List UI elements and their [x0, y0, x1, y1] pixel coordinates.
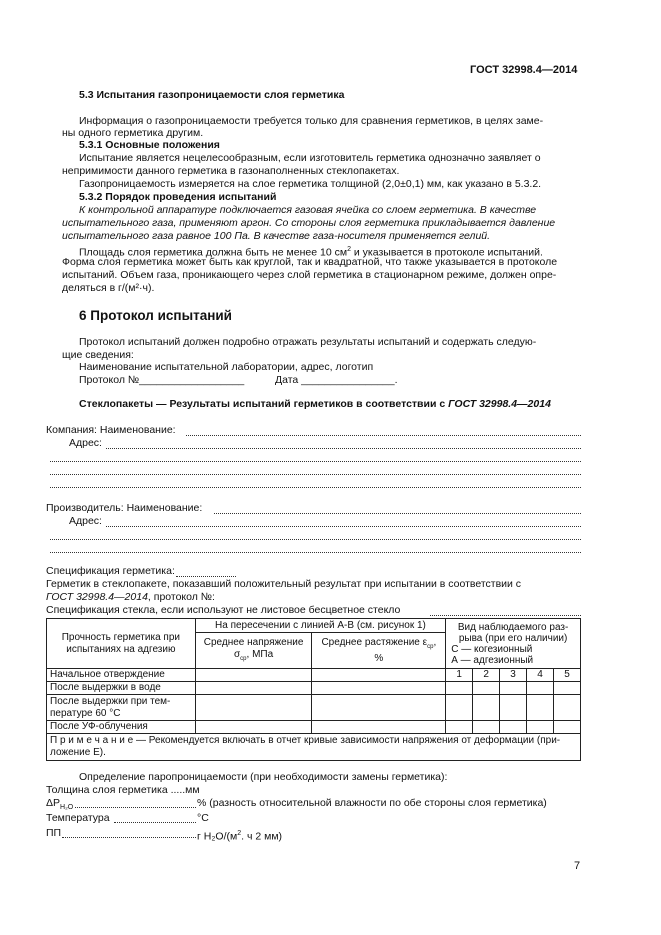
company-label: Компания: Наименование:	[46, 424, 176, 436]
dotted-line	[50, 551, 581, 553]
dotted-line	[106, 525, 581, 527]
col-number: 2	[473, 669, 500, 682]
protocol-field: Протокол №__________________	[79, 374, 245, 386]
form-title: Стеклопакеты — Результаты испытаний герметиков в соответствии с ГОСТ 32998.4—2014	[79, 398, 551, 410]
table-note: П р и м е ч а н и е — Рекомендуется включать в отчет кривые зависимости напряжения от деформации (при- ложение Е).	[47, 734, 581, 761]
section-5-3-2-title: 5.3.2 Порядок проведения испытаний	[79, 191, 277, 203]
header-stress: Среднее напряжение $\sigma_{ср}$, МПа	[195, 633, 312, 669]
row-label: После выдержки при тем- пературе 60 °С	[47, 695, 196, 721]
pp-label: ПП	[46, 827, 62, 839]
dotted-line	[214, 512, 581, 514]
dotted-line	[62, 836, 196, 838]
paragraph: испытательного газа, применяют аргон. Со стороны слоя герметика прикладывается давление	[62, 217, 556, 229]
paragraph: Протокол испытаний должен подробно отражать результаты испытаний и содержать следую-	[79, 336, 537, 348]
paragraph: щие сведения:	[62, 349, 134, 361]
dotted-line	[50, 473, 581, 475]
manufacturer-label: Производитель: Наименование:	[46, 502, 203, 514]
col-number: 5	[554, 669, 581, 682]
dotted-line	[50, 460, 581, 462]
sealant-line: Герметик в стеклопакете, показавший положительный результат при испытании в соответствии с	[46, 578, 522, 590]
pp-unit: г H₂O/($м^2$. ч 2 мм)	[197, 830, 283, 843]
address-label: Адрес:	[69, 515, 102, 527]
lab-line: Наименование испытательной лаборатории, адрес, логотип	[79, 361, 374, 373]
col-number: 4	[527, 669, 554, 682]
col-number: 1	[446, 669, 473, 682]
paragraph: испытаний. Объем газа, проникающего через слой герметика в стационарном режиме, должен опре-	[62, 269, 557, 281]
paragraph: испытательного газа равное 100 Па. В качестве газа-носителя применяется гелий.	[62, 230, 491, 242]
paragraph: Информация о газопроницаемости требуется только для сравнения герметиков, в целях заме-	[79, 115, 544, 127]
row-label: После УФ-облучения	[47, 721, 196, 734]
row-label: Начальное отверждение	[47, 669, 196, 682]
dotted-line	[50, 486, 581, 488]
dotted-line	[186, 434, 581, 436]
section-5-3-title: 5.3 Испытания газопроницаемости слоя герметика	[79, 89, 345, 101]
header-fracture: Вид наблюдаемого раз- рыва (при его наличии) С — когезионный А — адгезионный	[446, 619, 581, 669]
col-number: 3	[500, 669, 527, 682]
header-intersection: На пересечении с линией А-В (см. рисунок 1)	[195, 619, 446, 633]
sealant-spec-label: Спецификация герметика:	[46, 565, 175, 577]
dotted-line	[50, 538, 581, 540]
date-field: Дата ________________.	[275, 374, 398, 386]
paragraph: Газопроницаемость измеряется на слое герметика толщиной (2,0±0,1) мм, как указано в 5.3.2.	[79, 178, 542, 190]
vapor-intro: Определение паропроницаемости (при необходимости замены герметика):	[79, 771, 448, 783]
section-6-title: 6 Протокол испытаний	[79, 308, 232, 323]
dp-description: % (разность относительной влажности по обе стороны слоя герметика)	[197, 797, 547, 809]
sealant-line: ГОСТ 32998.4—2014, протокол №:	[46, 591, 215, 603]
paragraph: Испытание является нецелесообразным, если изготовитель герметика однозначно заявляет о	[79, 152, 541, 164]
dotted-line	[430, 614, 581, 616]
page-number: 7	[574, 860, 581, 872]
row-label: После выдержки в воде	[47, 682, 196, 695]
header-strain: Среднее растяжение $\varepsilon_{ср}$, %	[312, 633, 446, 669]
dotted-line	[114, 821, 196, 823]
dotted-line	[75, 806, 196, 808]
address-label: Адрес:	[69, 437, 102, 449]
paragraph: непримимости данного герметика в газонаполненных стеклопакетах.	[62, 165, 400, 177]
header-strength: Прочность герметика при испытаниях на адгезию	[47, 619, 196, 669]
paragraph: К контрольной аппаратуре подключается газовая ячейка со слоем герметика. В качестве	[79, 204, 537, 216]
paragraph: Площадь слоя герметика должна быть не менее 10 $см^2$ и указывается в протоколе испытаний.	[79, 246, 543, 259]
glass-spec-label: Спецификация стекла, если используют не листовое бесцветное стекло	[46, 604, 401, 616]
section-5-3-1-title: 5.3.1 Основные положения	[79, 139, 220, 151]
paragraph: деляться в г/(м²·ч).	[62, 282, 155, 294]
paragraph: ны одного герметика другим.	[62, 127, 204, 139]
standard-header: ГОСТ 32998.4—2014	[470, 64, 578, 76]
temperature-label: Температура	[46, 812, 110, 824]
adhesion-results-table	[46, 618, 581, 761]
temperature-unit: °C	[197, 812, 209, 824]
paragraph: Форма слоя герметика может быть как круглой, так и квадратной, что также указывается в протоколе	[62, 256, 558, 268]
dp-label: $\Delta P_{H_2O}$	[46, 797, 74, 812]
dotted-line	[176, 575, 236, 577]
thickness-line: Толщина слоя герметика .....мм	[46, 784, 200, 796]
dotted-line	[106, 447, 581, 449]
